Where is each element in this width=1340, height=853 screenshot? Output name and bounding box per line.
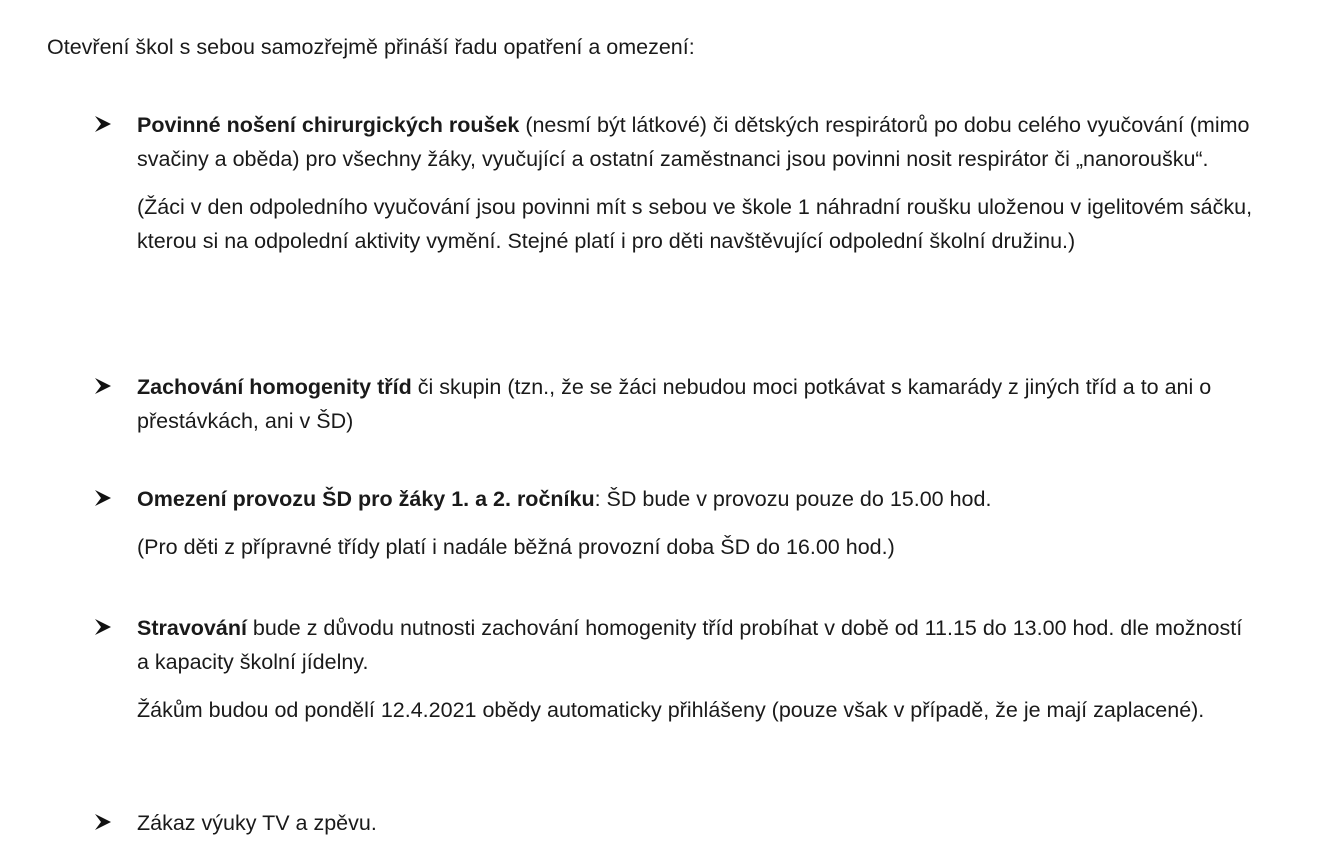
item-text (137, 482, 1253, 516)
item-rest: bude z důvodu nutnosti zachování homogenity tříd probíhat v době od 11.15 do 13.00 hod. dle možností a kapacity školní jídelny. (137, 616, 1243, 674)
item-bold: Zachování homogenity tříd (137, 375, 412, 399)
arrowhead-bullet-icon (93, 482, 115, 516)
arrowhead-bullet-icon (93, 611, 115, 645)
intro-paragraph: Otevření škol s sebou samozřejmě přináší řadu opatření a omezení: (47, 35, 695, 59)
item-note: Žákům budou od pondělí 12.4.2021 obědy automaticky přihlášeny (pouze však v případě, že je mají zaplacené). (137, 698, 1205, 722)
item-text: Zákaz výuky TV a zpěvu. (137, 811, 377, 835)
item-text (137, 108, 1253, 176)
item-rest: : ŠD bude v provozu pouze do 15.00 hod. (594, 487, 992, 511)
item-note: (Pro děti z přípravné třídy platí i nadále běžná provozní doba ŠD do 16.00 hod.) (137, 535, 895, 559)
list-item-masks (93, 108, 1253, 258)
item-note: (Žáci v den odpoledního vyučování jsou povinni mít s sebou ve škole 1 náhradní roušku uloženou v igelitovém sáčku, kterou si na odpolední aktivity vymění. Stejné platí i pro děti navštěvující odpolední školní družinu.) (137, 195, 1253, 253)
list-item-pe-ban (93, 806, 1253, 840)
item-bold: Stravování (137, 616, 247, 640)
arrowhead-bullet-icon (93, 370, 115, 404)
item-bold: Omezení provozu ŠD pro žáky 1. a 2. ročníku (137, 487, 595, 511)
arrowhead-bullet-icon (93, 806, 115, 840)
item-text (137, 611, 1253, 679)
list-item-catering (93, 611, 1253, 727)
list-item-homogeneity (93, 370, 1253, 438)
list-item-after-school-club (93, 482, 1253, 564)
item-bold: Povinné nošení chirurgických roušek (137, 113, 520, 137)
item-rest: či skupin (tzn., že se žáci nebudou moci potkávat s kamarády z jiných tříd a to ani o přestávkách, ani v ŠD) (137, 375, 1212, 433)
item-text (137, 370, 1253, 438)
arrowhead-bullet-icon (93, 108, 115, 142)
item-rest: (nesmí být látkové) či dětských respirátorů po dobu celého vyučování (mimo svačiny a oběda) pro všechny žáky, vyučující a ostatní zaměstnanci jsou povinni nosit respirátor či „nanoroušku“. (137, 113, 1250, 171)
